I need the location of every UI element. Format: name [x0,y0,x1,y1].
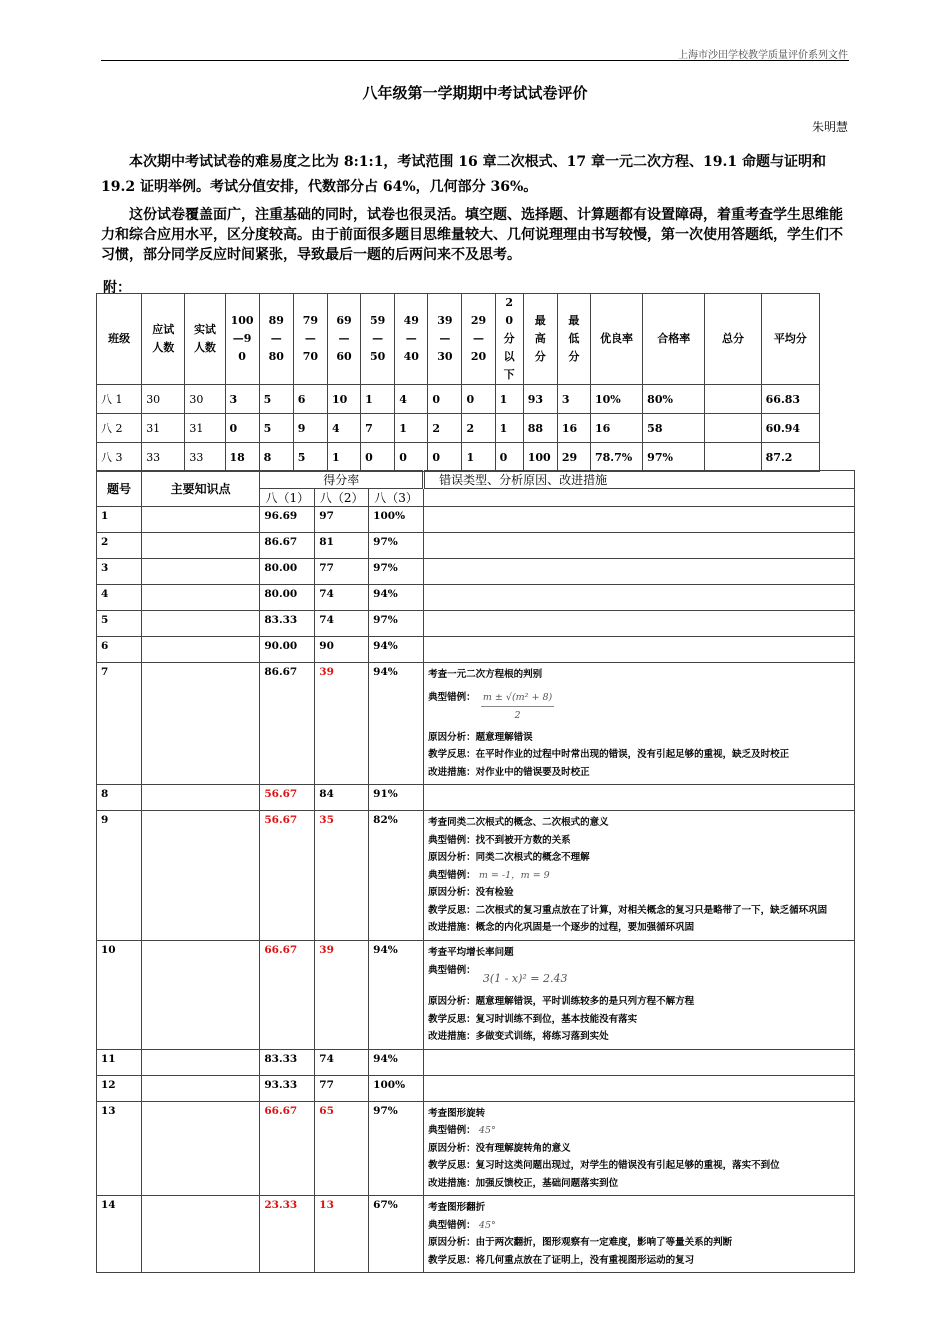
table-cell [705,443,761,472]
table-cell: 16 [590,414,642,443]
rate-class-2: 77 [315,559,369,585]
error-analysis [424,637,855,663]
table-cell: 0 [495,443,523,472]
note-line: 考查同类二次根式的概念、二次根式的意义 [428,817,609,828]
error-analysis [424,940,855,1049]
question-number: 13 [97,1101,142,1196]
question-number: 8 [97,785,142,811]
question-number: 14 [97,1196,142,1273]
rate-class-3: 97% [369,533,424,559]
table-cell: 10% [590,385,642,414]
rate-class-2: 84 [315,785,369,811]
table-cell: 3 [225,385,259,414]
knowledge-point [141,1196,259,1273]
rate-class-1: 83.33 [260,1049,315,1075]
rate-class-2: 65 [315,1101,369,1196]
table-cell: 0 [395,443,428,472]
table-cell: 4 [327,414,360,443]
table-cell: 16 [557,414,590,443]
analysis-header [97,471,855,489]
table-cell: 0 [428,385,462,414]
rate-class-2: 74 [315,1049,369,1075]
error-analysis [424,611,855,637]
col-class-1: 八（1） [260,489,315,507]
formula: $\frac{\text{m ± √(m² + 8)}}{2}$ [481,689,554,725]
note-line: 考查一元二次方程根的判别 [428,669,543,680]
table-cell: 1 [327,443,360,472]
table-row [97,559,855,585]
table-cell: 8 [259,443,293,472]
col-min: 最低分 [557,294,590,385]
rate-class-1: 23.33 [260,1196,315,1273]
rate-class-2: 39 [315,940,369,1049]
rate-class-2: 39 [315,663,369,785]
table-cell: 0 [225,414,259,443]
rate-class-3: 67% [369,1196,424,1273]
rate-class-2: 35 [315,811,369,941]
paragraph-1: 本次期中考试试卷的难易度之比为 8:1:1，考试范围 16 章二次根式、17 章一元二次方程、19.1 命题与证明和 19.2 证明举例。考试分值安排，代数部分占 64%，几何部分 36%。 [101,154,826,195]
table-cell: 30 [142,385,185,414]
error-analysis [424,811,855,941]
col-49-40: 49—40 [395,294,428,385]
question-number: 6 [97,637,142,663]
table-cell [705,414,761,443]
knowledge-point [141,663,259,785]
note-line: 教学反思：复习时这类问题出现过，对学生的错误没有引起足够的重视，落实不到位 [428,1160,780,1171]
col-error-analysis: 错误类型、分析原因、改进措施 [424,471,855,489]
class-cell: 八 3 [97,443,142,472]
question-number: 1 [97,507,142,533]
error-analysis [424,585,855,611]
formula: m = -1，m = 9 [478,869,550,881]
table-cell: 80% [643,385,705,414]
error-analysis [424,1075,855,1101]
table-cell: 5 [293,443,327,472]
table-cell: 78.7% [590,443,642,472]
note-line: 原因分析：由于两次翻折，图形观察有一定难度，影响了等量关系的判断 [428,1237,733,1248]
knowledge-point [141,559,259,585]
col-29-20: 29—20 [462,294,495,385]
col-total: 总分 [705,294,761,385]
rate-class-2: 74 [315,585,369,611]
table-cell: 0 [361,443,395,472]
table-cell: 18 [225,443,259,472]
col-excellent-rate: 优良率 [590,294,642,385]
note-line: 典型错例：找不到被开方数的关系 [428,834,571,846]
rate-class-3: 100% [369,507,424,533]
table-cell: 33 [185,443,225,472]
table-cell: 31 [185,414,225,443]
knowledge-point [141,507,259,533]
rate-class-3: 94% [369,585,424,611]
note-line: 典型错例： 45° [428,1219,496,1231]
header-school: 上海市沙田学校教学质量评价系列文件 [678,50,848,61]
table-cell: 0 [428,443,462,472]
table-row [97,414,820,443]
col-question-number: 题号 [97,471,142,507]
rate-class-2: 13 [315,1196,369,1273]
note-line: 原因分析：题意理解错误 [428,731,533,743]
rate-class-1: 86.67 [260,533,315,559]
col-actual: 实试人数 [185,294,225,385]
note-line: 典型错例： $\frac{\text{m ± √(m² + 8)}}{2}$ [428,689,850,725]
table-row [97,1049,855,1075]
note-line: 教学反思：将几何重点放在了证明上，没有重视图形运动的复习 [428,1254,695,1266]
error-analysis [424,1101,855,1196]
table-cell: 1 [395,414,428,443]
table-row [97,443,820,472]
table-cell: 1 [495,385,523,414]
knowledge-point [141,611,259,637]
rate-class-3: 97% [369,559,424,585]
rate-class-1: 56.67 [260,811,315,941]
rate-class-3: 97% [369,1101,424,1196]
table-row [97,385,820,414]
rate-class-1: 80.00 [260,559,315,585]
note-line: 教学反思：复习时训练不到位，基本技能没有落实 [428,1013,638,1025]
table-cell: 87.2 [761,443,819,472]
table-cell: 0 [462,385,495,414]
col-100-90: 100—90 [225,294,259,385]
note-line: 改进措施：对作业中的错误要及时校正 [428,766,590,778]
table-row [97,940,855,1049]
note-line: 考查图形翻折 [428,1202,486,1213]
table-cell [705,385,761,414]
note-line: 原因分析：没有检验 [428,887,514,898]
rate-class-1: 90.00 [260,637,315,663]
knowledge-point [141,1049,259,1075]
rate-class-2: 90 [315,637,369,663]
table-cell: 31 [142,414,185,443]
class-cell: 八 1 [97,385,142,414]
knowledge-point [141,1075,259,1101]
rate-class-2: 97 [315,507,369,533]
error-analysis [424,533,855,559]
table-row [97,1101,855,1196]
rate-class-3: 94% [369,663,424,785]
question-number: 3 [97,559,142,585]
table-cell: 5 [259,414,293,443]
doc-title: 八年级第一学期期中考试试卷评价 [362,84,588,102]
col-39-30: 39—30 [428,294,462,385]
header-rule [101,60,849,61]
table-cell: 97% [643,443,705,472]
rate-class-2: 81 [315,533,369,559]
note-line: 典型错例： 3(1 - x)² = 2.43 [428,965,568,985]
rate-class-3: 94% [369,637,424,663]
note-line: 改进措施：概念的内化巩固是一个逐步的过程，要加强循环巩固 [428,922,695,933]
error-analysis [424,663,855,785]
table-cell: 2 [428,414,462,443]
error-analysis [424,507,855,533]
rate-class-1: 66.67 [260,940,315,1049]
rate-class-1: 93.33 [260,1075,315,1101]
note-line: 考查图形旋转 [428,1107,486,1119]
col-knowledge-point: 主要知识点 [141,471,259,507]
rate-class-1: 86.67 [260,663,315,785]
table-row [97,507,855,533]
question-number: 5 [97,611,142,637]
col-class-2: 八（2） [315,489,369,507]
formula: 45° [478,1219,496,1231]
knowledge-point [141,940,259,1049]
error-analysis [424,559,855,585]
knowledge-point [141,637,259,663]
col-average: 平均分 [761,294,819,385]
formula: 45° [478,1125,496,1136]
table-cell: 3 [557,385,590,414]
rate-class-3: 94% [369,940,424,1049]
error-analysis [424,1049,855,1075]
note-line: 原因分析：没有理解旋转角的意义 [428,1142,571,1154]
table-cell: 1 [462,443,495,472]
rate-class-1: 83.33 [260,611,315,637]
col-max: 最高分 [523,294,557,385]
rate-class-3: 82% [369,811,424,941]
col-score-rate: 得分率 [260,471,424,489]
doc-author: 朱明慧 [811,120,848,134]
note-line: 典型错例： m = -1，m = 9 [428,869,550,881]
question-analysis-table [96,470,855,1273]
table-cell: 93 [523,385,557,414]
table-row [97,533,855,559]
rate-class-1: 66.67 [260,1101,315,1196]
col-expected: 应试人数 [142,294,185,385]
spacer-cell [424,489,855,507]
table-cell: 58 [643,414,705,443]
table-cell: 1 [495,414,523,443]
table-row [97,811,855,941]
note-line: 原因分析：题意理解错误，平时训练较多的是只列方程不解方程 [428,996,695,1007]
table-row [97,1196,855,1273]
table-cell: 100 [523,443,557,472]
col-pass-rate: 合格率 [643,294,705,385]
table-row [97,1075,855,1101]
question-number: 12 [97,1075,142,1101]
rate-class-1: 56.67 [260,785,315,811]
table-cell: 29 [557,443,590,472]
col-69-60: 69—60 [327,294,360,385]
table-cell: 6 [293,385,327,414]
table-cell: 9 [293,414,327,443]
appendix-label: 附： [103,280,131,296]
score-table-header [97,294,820,385]
col-class-3: 八（3） [369,489,424,507]
error-analysis [424,785,855,811]
note-line: 教学反思：在平时作业的过程中时常出现的错误，没有引起足够的重视，缺乏及时校正 [428,749,790,760]
note-line: 原因分析：同类二次根式的概念不理解 [428,852,590,863]
rate-class-1: 96.69 [260,507,315,533]
note-line: 改进措施：多做变式训练，将练习落到实处 [428,1031,609,1042]
note-line: 教学反思：二次根式的复习重点放在了计算，对相关概念的复习只是略带了一下，缺乏循环巩固 [428,904,828,916]
paragraph-2: 这份试卷覆盖面广，注重基础的同时，试卷也很灵活。填空题、选择题、计算题都有设置障碍，着重考查学生思维能力和综合应用水平，区分度较高。由于前面很多题目思维量较大、几何说理理由书写较慢，第一次使用答题纸，学生们不习惯，部分同学反应时间紧张，导致最后一题的后两问来不及思考。 [101,207,843,263]
question-number: 10 [97,940,142,1049]
table-cell: 4 [395,385,428,414]
table-row [97,637,855,663]
table-row [97,611,855,637]
question-number: 11 [97,1049,142,1075]
table-cell: 10 [327,385,360,414]
knowledge-point [141,533,259,559]
table-cell: 88 [523,414,557,443]
rate-class-3: 97% [369,611,424,637]
rate-class-2: 74 [315,611,369,637]
note-line: 典型错例： 45° [428,1125,496,1136]
col-79-70: 79—70 [293,294,327,385]
table-cell: 30 [185,385,225,414]
rate-class-2: 77 [315,1075,369,1101]
note-line: 改进措施：加强反馈校正，基础问题落实到位 [428,1177,619,1189]
question-number: 4 [97,585,142,611]
question-number: 9 [97,811,142,941]
col-89-80: 89—80 [259,294,293,385]
knowledge-point [141,585,259,611]
table-row [97,663,855,785]
table-cell: 33 [142,443,185,472]
table-cell: 1 [361,385,395,414]
table-cell: 60.94 [761,414,819,443]
knowledge-point [141,811,259,941]
error-analysis [424,1196,855,1273]
rate-class-3: 94% [369,1049,424,1075]
knowledge-point [141,1101,259,1196]
col-below-20: 20分以下 [495,294,523,385]
rate-class-3: 100% [369,1075,424,1101]
table-cell: 7 [361,414,395,443]
note-line: 考查平均增长率问题 [428,946,514,958]
question-number: 7 [97,663,142,785]
col-class: 班级 [97,294,142,385]
knowledge-point [141,785,259,811]
table-row [97,585,855,611]
class-cell: 八 2 [97,414,142,443]
score-distribution-table [96,293,820,472]
table-cell: 66.83 [761,385,819,414]
rate-class-3: 91% [369,785,424,811]
col-59-50: 59—50 [361,294,395,385]
table-row [97,785,855,811]
formula: 3(1 - x)² = 2.43 [482,972,568,985]
question-number: 2 [97,533,142,559]
rate-class-1: 80.00 [260,585,315,611]
table-cell: 5 [259,385,293,414]
table-cell: 2 [462,414,495,443]
